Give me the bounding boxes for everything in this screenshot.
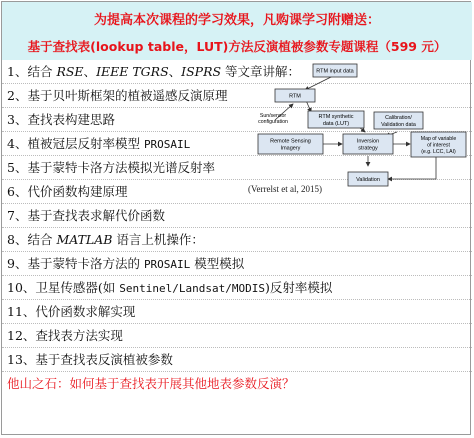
list-item: 9、基于蒙特卡洛方法的 PROSAIL 模型模拟 — [2, 252, 472, 276]
list-item: 3、查找表构建思路 — [2, 108, 472, 132]
list-item: 7、基于查找表求解代价函数 — [2, 204, 472, 228]
journal-ieee: IEEE TGRS — [96, 64, 169, 79]
svg-text:Inversion: Inversion — [356, 138, 380, 145]
svg-text:configuration: configuration — [258, 119, 288, 125]
list-item: 1、结合 RSE、IEEE TGRS、ISPRS 等文章讲解： — [2, 60, 472, 84]
header-line-1: 为提高本次课程的学习效果，凡购课学习附赠送： — [93, 13, 380, 28]
list-item: 4、植被冠层反射率模型 PROSAIL — [2, 132, 472, 156]
list-item: 2、基于贝叶斯框架的植被遥感反演原理 — [2, 84, 472, 108]
svg-text:RTM input data: RTM input data — [316, 68, 354, 75]
journal-isprs: ISPRS — [181, 64, 222, 79]
rtm-input-box — [313, 64, 357, 77]
sun-sensor-label — [258, 113, 288, 125]
inversion-box — [343, 134, 393, 154]
list-item: 5、基于蒙特卡洛方法模拟光谱反射率 — [2, 156, 472, 180]
svg-text:Sun/sensor: Sun/sensor — [259, 113, 287, 119]
svg-text:strategy: strategy — [358, 145, 378, 152]
svg-text:of interest: of interest — [427, 142, 450, 149]
svg-text:Calibration/: Calibration/ — [385, 115, 412, 121]
list-item: 12、查找表方法实现 — [2, 324, 472, 348]
list-item: 6、代价函数构建原理 — [2, 180, 472, 204]
rtm-synthetic-box — [308, 111, 364, 128]
svg-text:data (LUT): data (LUT) — [322, 121, 350, 127]
lut-flow-diagram — [253, 60, 469, 198]
svg-text:Imagery: Imagery — [280, 145, 301, 152]
svg-text:Map of variable: Map of variable — [420, 136, 457, 142]
map-output-box — [411, 132, 466, 157]
list-item: 10、卫星传感器(如 Sentinel/Landsat/MODIS)反射率模拟 — [2, 276, 472, 300]
list-item: 11、代价函数求解实现 — [2, 300, 472, 324]
remote-sensing-box — [258, 134, 323, 154]
svg-text:RTM: RTM — [289, 93, 301, 100]
svg-text:RTM synthetic: RTM synthetic — [318, 114, 354, 120]
svg-text:(e.g. LCC, LAI): (e.g. LCC, LAI) — [421, 149, 456, 155]
journal-rse: RSE — [56, 64, 84, 79]
calibration-box — [374, 112, 423, 129]
diagram-citation: (Verrelst et al, 2015) — [248, 184, 322, 194]
list-item: 13、基于查找表反演植被参数 — [2, 348, 472, 372]
svg-text:Validation: Validation — [356, 177, 380, 183]
svg-text:Validation data: Validation data — [381, 122, 416, 128]
svg-text:Remote Sensing: Remote Sensing — [270, 138, 311, 145]
promo-header — [2, 2, 472, 60]
rtm-box — [275, 89, 315, 102]
closing-question: 他山之石：如何基于查找表开展其他地表参数反演？ — [7, 376, 295, 391]
header-line-2: 基于查找表(lookup table，LUT)方法反演植被参数专题课程（599 元） — [27, 39, 447, 54]
validation-box — [348, 172, 388, 186]
list-item: 8、结合 MATLAB 语言上机操作： — [2, 228, 472, 252]
